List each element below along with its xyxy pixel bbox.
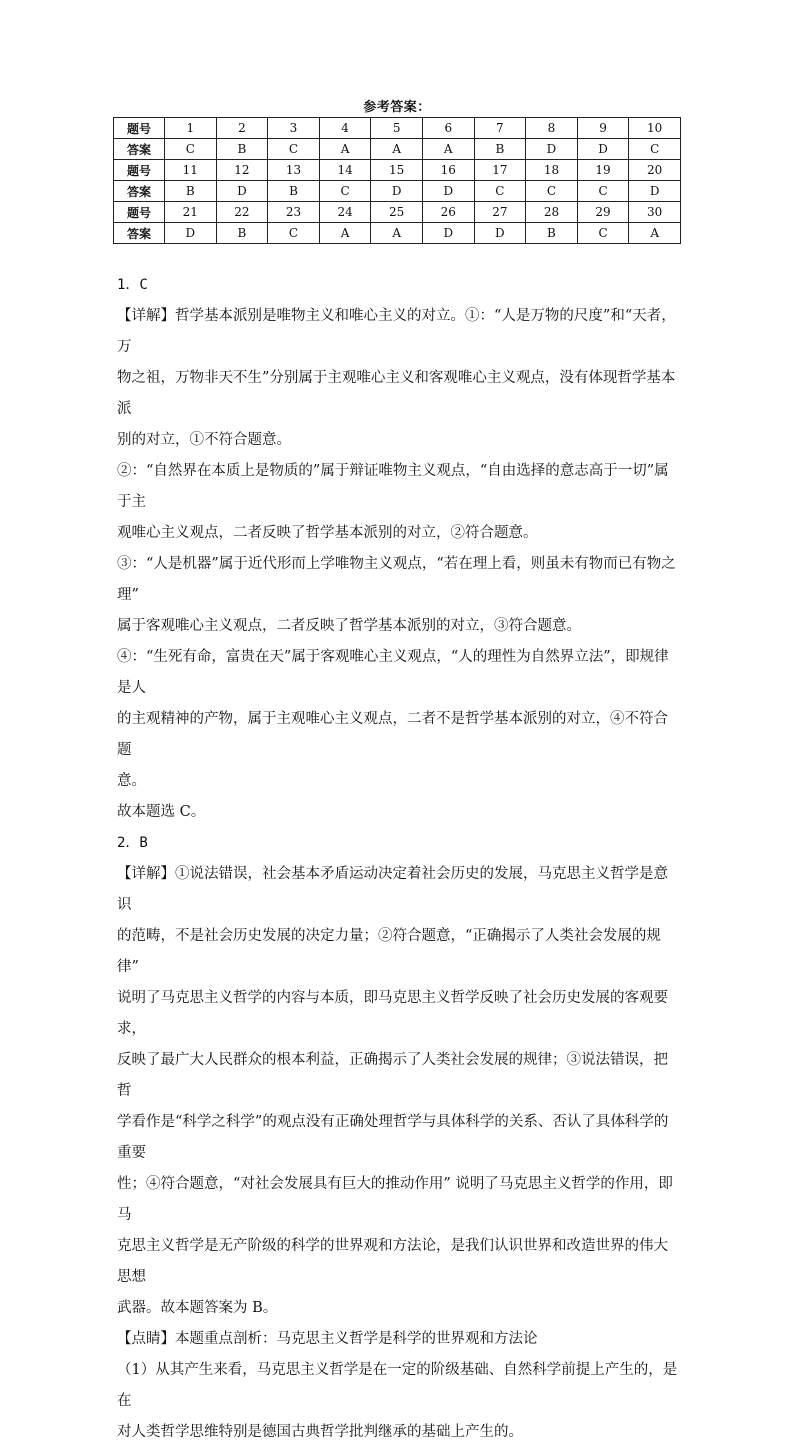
row-label: 答案 <box>114 181 165 202</box>
answer-table-cell: B <box>526 223 578 244</box>
answer-table-cell: 15 <box>371 160 423 181</box>
text-line: 【点睛】本题重点剖析：马克思主义哲学是科学的世界观和方法论 <box>117 1331 538 1347</box>
answer-table-cell: C <box>268 223 320 244</box>
answer-table-cell: 8 <box>526 118 578 139</box>
answer-table-row <box>114 160 681 181</box>
answer-table-cell: A <box>371 139 423 160</box>
answer-table-cell: A <box>629 223 681 244</box>
text-line: 说明了马克思主义哲学的内容与本质，即马克思主义哲学反映了社会历史发展的客观要求， <box>117 990 668 1037</box>
answer-table-cell: D <box>422 181 474 202</box>
answer-table-cell: B <box>474 139 526 160</box>
answer-table-cell: 20 <box>629 160 681 181</box>
answer-table-cell: C <box>577 223 629 244</box>
text-line: ③：“人是机器”属于近代形而上学唯物主义观点，“若在理上看，则虽未有物而已有物之理” <box>117 556 676 603</box>
text-line: 物之祖，万物非天不生”分别属于主观唯心主义和客观唯心主义观点，没有体现哲学基本派 <box>117 370 676 417</box>
text-line: 性；④符合题意，“对社会发展具有巨大的推动作用” 说明了马克思主义哲学的作用，即马 <box>117 1176 673 1223</box>
answer-table-cell: A <box>319 139 371 160</box>
answer-key-title: 参考答案： <box>363 100 431 115</box>
answer-table-cell: 19 <box>577 160 629 181</box>
text-line: 的主观精神的产物，属于主观唯心主义观点，二者不是哲学基本派别的对立，④不符合题 <box>117 711 668 758</box>
answer-table-cell: 22 <box>216 202 268 223</box>
text-line: 学看作是“科学之科学”的观点没有正确处理哲学与具体科学的关系、否认了具体科学的重要 <box>117 1114 669 1161</box>
text-line: 故本题选 C。 <box>117 804 206 820</box>
answer-table-cell: B <box>268 181 320 202</box>
answer-table-cell: 5 <box>371 118 423 139</box>
row-label: 答案 <box>114 223 165 244</box>
answer-table-row <box>114 181 681 202</box>
answer-table-cell: 14 <box>319 160 371 181</box>
answer-table-cell: C <box>268 139 320 160</box>
text-line: 的范畴，不是社会历史发展的决定力量；②符合题意，“正确揭示了人类社会发展的规律” <box>117 928 661 975</box>
answer-table-cell: A <box>371 223 423 244</box>
answer-table-cell: 4 <box>319 118 371 139</box>
text-line: ④：“生死有命，富贵在天”属于客观唯心主义观点，“人的理性为自然界立法”，即规律是人 <box>117 649 669 696</box>
answer-table-cell: 27 <box>474 202 526 223</box>
text-line: （1）从其产生来看，马克思主义哲学是在一定的阶级基础、自然科学前提上产生的，是在 <box>117 1362 678 1409</box>
answer-table-cell: 23 <box>268 202 320 223</box>
answer-table-cell: D <box>577 139 629 160</box>
answer-table-cell: 2 <box>216 118 268 139</box>
answer-table-cell: 18 <box>526 160 578 181</box>
answer-table-cell: 10 <box>629 118 681 139</box>
answer-table-cell: C <box>165 139 217 160</box>
answer-table-cell: D <box>371 181 423 202</box>
answer-table-cell: D <box>526 139 578 160</box>
answer-table-row <box>114 202 681 223</box>
answer-table-cell: 29 <box>577 202 629 223</box>
answer-table-cell: 24 <box>319 202 371 223</box>
answer-table-cell: 12 <box>216 160 268 181</box>
answer-table-cell: D <box>165 223 217 244</box>
answer-table-cell: 6 <box>422 118 474 139</box>
answer-table-cell: 30 <box>629 202 681 223</box>
answer-table-cell: C <box>474 181 526 202</box>
text-line: 属于客观唯心主义观点，二者反映了哲学基本派别的对立，③符合题意。 <box>117 618 581 634</box>
answer-table-cell: A <box>422 139 474 160</box>
answer-table-cell: 17 <box>474 160 526 181</box>
row-label: 题号 <box>114 202 165 223</box>
row-label: 答案 <box>114 139 165 160</box>
answer-table-cell: 25 <box>371 202 423 223</box>
text-line: 【详解】哲学基本派别是唯物主义和唯心主义的对立。①：“人是万物的尺度”和“天者，万 <box>117 308 676 355</box>
answer-table-cell: C <box>319 181 371 202</box>
answer-table-cell: 1 <box>165 118 217 139</box>
answer-table-cell: B <box>216 139 268 160</box>
text-line: 对人类哲学思维特别是德国古典哲学批判继承的基础上产生的。 <box>117 1424 523 1440</box>
answer-table-row <box>114 139 681 160</box>
text-line: 别的对立，①不符合题意。 <box>117 432 291 448</box>
question-number: 2．B <box>117 835 148 851</box>
answer-table-cell: A <box>319 223 371 244</box>
answer-table-cell: 26 <box>422 202 474 223</box>
row-label: 题号 <box>114 118 165 139</box>
answer-table-cell: B <box>216 223 268 244</box>
answer-table-cell: 11 <box>165 160 217 181</box>
answer-table-cell: 7 <box>474 118 526 139</box>
answer-table-row <box>114 118 681 139</box>
text-line: ②：“自然界在本质上是物质的”属于辩证唯物主义观点，“自由选择的意志高于一切”属于主 <box>117 463 669 510</box>
answer-table-cell: 13 <box>268 160 320 181</box>
answer-table-cell: D <box>629 181 681 202</box>
answer-table-cell: 16 <box>422 160 474 181</box>
explanation-text <box>117 270 679 1448</box>
answer-table-cell: 28 <box>526 202 578 223</box>
answer-table-cell: 21 <box>165 202 217 223</box>
answer-key-table <box>113 117 681 244</box>
text-line: 意。 <box>117 773 146 789</box>
row-label: 题号 <box>114 160 165 181</box>
answer-table-cell: B <box>165 181 217 202</box>
answer-table-cell: D <box>474 223 526 244</box>
answer-table-cell: C <box>526 181 578 202</box>
text-line: 武器。故本题答案为 B。 <box>117 1300 278 1316</box>
text-line: 【详解】①说法错误，社会基本矛盾运动决定着社会历史的发展，马克思主义哲学是意识 <box>117 866 668 913</box>
question-number: 1．C <box>117 277 148 293</box>
answer-table-cell: D <box>216 181 268 202</box>
text-line: 克思主义哲学是无产阶级的科学的世界观和方法论，是我们认识世界和改造世界的伟大思想 <box>117 1238 668 1285</box>
answer-table-cell: 9 <box>577 118 629 139</box>
answer-table-cell: C <box>577 181 629 202</box>
answer-table-cell: 3 <box>268 118 320 139</box>
answer-table-cell: D <box>422 223 474 244</box>
text-line: 反映了最广大人民群众的根本利益，正确揭示了人类社会发展的规律；③说法错误，把哲 <box>117 1052 668 1099</box>
answer-table-row <box>114 223 681 244</box>
text-line: 观唯心主义观点，二者反映了哲学基本派别的对立，②符合题意。 <box>117 525 538 541</box>
answer-table-cell: C <box>629 139 681 160</box>
